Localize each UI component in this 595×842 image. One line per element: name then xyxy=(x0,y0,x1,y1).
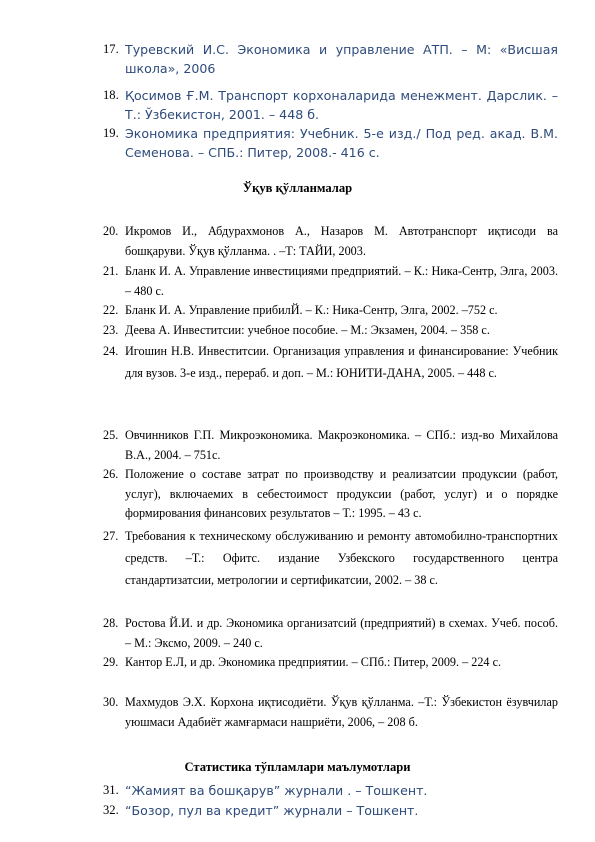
item-text: Махмудов Э.Х. Корхона иқтисодиёти. Ўқув қўлланма. –Т.: Ўзбекистон ёзувчилар уюшмаси Адабиёт жамғармаси нашриёти, 2006, – 208 б. xyxy=(125,695,558,729)
item-number: 26. xyxy=(103,467,119,481)
item-number: 31. xyxy=(103,783,119,797)
item-text: Требования к техническому обслуживанию и ремонту автомобилно-транспортних средств. –Т.: Офитс. издание Узбекского государственного центра стандартизатсии, метрологии и сертификатсии, 2002. – 38 с. xyxy=(125,529,558,587)
item-text: Икромов И., Абдурахмонов А., Назаров М. Автотранспорт иқтисоди ва бошқаруви. Ўқув қўлланма. . –Т: ТАЙИ, 2003. xyxy=(125,224,558,258)
item-text: Овчинников Г.П. Микроэкономика. Макроэкономика. – СПб.: изд-во Михайлова В.А., 2004. – 751с. xyxy=(125,428,558,462)
item-number: 22. xyxy=(103,303,119,317)
item-text: Бланк И. А. Управление инвестициями предприятий. – К.: Ника-Сентр, Элга, 2003. – 480 с. xyxy=(125,264,558,298)
item-number: 29. xyxy=(103,655,119,669)
section-heading-textbooks: Ўқув қўлланмалар xyxy=(242,181,353,195)
item-number: 21. xyxy=(103,264,119,278)
item-number: 25. xyxy=(103,428,119,442)
section-heading-statistics: Статистика тўпламлари маълумотлари xyxy=(184,760,411,774)
item-text: Деева А. Инвеститсии: учебное пособие. – М.: Экзамен, 2004. – 358 с. xyxy=(125,323,490,337)
item-text: Кантор Е.Л, и др. Экономика предприятии. – СПб.: Питер, 2009. – 224 с. xyxy=(125,655,502,669)
item-number: 19. xyxy=(103,126,119,140)
item-number: 30. xyxy=(103,695,119,709)
item-text: Ростова Й.И. и др. Экономика организатсий (предприятий) в схемах. Учеб. пособ. – М.: Эксмо, 2009. – 240 с. xyxy=(125,616,558,650)
item-number: 17. xyxy=(103,42,119,56)
item-text: Бланк И. А. Управление прибилЙ. – К.: Ника-Сентр, Элга, 2002. –752 с. xyxy=(125,303,498,317)
item-text: Қосимов Ғ.М. Транспорт корхоналарида менежмент. Дарслик. –Т.: Ўзбекистон, 2001. – 448 б. xyxy=(125,88,558,122)
item-text: Положение о составе затрат по производству и реализатсии продуксии (работ, услуг), включаемих в себестоимост продуксии (работ, услуг) и о порядке формирования финансових результатов – Т.: 1995. – 43 с. xyxy=(125,467,558,520)
item-number: 18. xyxy=(103,88,119,102)
item-text: Экономика предприятия: Учебник. 5-е изд./ Под ред. акад. В.М. Семенова. – СПБ.: Питер, 2008.- 416 с. xyxy=(125,126,558,160)
item-number: 32. xyxy=(103,803,119,817)
item-text: Игошин Н.В. Инвеститсии. Организация управления и финансирование: Учебник для вузов. 3-е изд., перераб. и доп. – М.: ЮНИТИ-ДАНА, 2005. – 448 с. xyxy=(125,344,558,380)
item-number: 24. xyxy=(103,344,119,358)
item-number: 28. xyxy=(103,616,119,630)
item-number: 27. xyxy=(103,529,119,543)
item-text: Туревский И.С. Экономика и управление АТП. – М: «Висшая школа», 2006 xyxy=(125,42,558,76)
item-number: 23. xyxy=(103,323,119,337)
item-number: 20. xyxy=(103,224,119,238)
item-text: “Жамият ва бошқарув” журнали . – Тошкент. xyxy=(125,783,428,798)
item-text: “Бозор, пул ва кредит” журнали – Тошкент. xyxy=(125,803,419,818)
